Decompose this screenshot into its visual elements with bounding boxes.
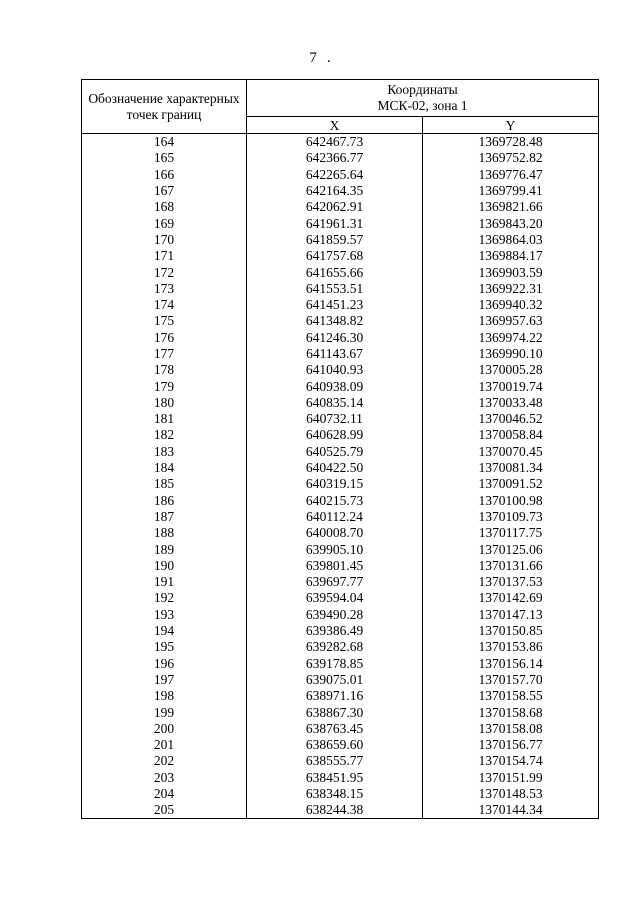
- table-row: [82, 770, 599, 786]
- point-cell: 183: [82, 444, 247, 460]
- x-cell: 640835.14: [247, 395, 423, 411]
- x-cell: 641143.67: [247, 346, 423, 362]
- point-cell: 188: [82, 525, 247, 541]
- x-cell: 640112.24: [247, 509, 423, 525]
- table-row: [82, 460, 599, 476]
- table-row: [82, 264, 599, 280]
- x-cell: 640938.09: [247, 378, 423, 394]
- point-cell: 189: [82, 541, 247, 557]
- table-row: [82, 297, 599, 313]
- y-cell: 1370137.53: [423, 574, 599, 590]
- table-row: [82, 590, 599, 606]
- y-cell: 1369843.20: [423, 215, 599, 231]
- table-row: [82, 688, 599, 704]
- y-cell: 1369821.66: [423, 199, 599, 215]
- point-cell: 191: [82, 574, 247, 590]
- point-cell: 169: [82, 215, 247, 231]
- y-cell: 1369974.22: [423, 330, 599, 346]
- point-cell: 200: [82, 721, 247, 737]
- table-row: [82, 639, 599, 655]
- table-row: [82, 444, 599, 460]
- x-cell: 642265.64: [247, 167, 423, 183]
- y-cell: 1369728.48: [423, 134, 599, 151]
- table-row: [82, 509, 599, 525]
- x-cell: 641859.57: [247, 232, 423, 248]
- y-cell: 1369903.59: [423, 264, 599, 280]
- point-cell: 165: [82, 150, 247, 166]
- y-cell: 1370117.75: [423, 525, 599, 541]
- x-cell: 641961.31: [247, 215, 423, 231]
- x-cell: 639178.85: [247, 656, 423, 672]
- x-cell: 642062.91: [247, 199, 423, 215]
- table-row: [82, 802, 599, 819]
- coordinates-table: [81, 79, 599, 819]
- point-cell: 178: [82, 362, 247, 378]
- page-number-mark: .: [326, 50, 331, 66]
- point-cell: 172: [82, 264, 247, 280]
- point-cell: 194: [82, 623, 247, 639]
- y-cell: 1370156.77: [423, 737, 599, 753]
- x-cell: 640008.70: [247, 525, 423, 541]
- page-number: [0, 50, 640, 67]
- point-cell: 187: [82, 509, 247, 525]
- point-cell: 167: [82, 183, 247, 199]
- point-cell: 204: [82, 786, 247, 802]
- y-cell: 1369922.31: [423, 281, 599, 297]
- point-designation-header: Обозначение характерных точек границ: [82, 80, 247, 134]
- y-cell: 1369990.10: [423, 346, 599, 362]
- point-cell: 175: [82, 313, 247, 329]
- x-cell: 639282.68: [247, 639, 423, 655]
- point-cell: 197: [82, 672, 247, 688]
- x-cell: 638555.77: [247, 753, 423, 769]
- table-row: [82, 753, 599, 769]
- point-cell: 195: [82, 639, 247, 655]
- x-cell: 641655.66: [247, 264, 423, 280]
- table-row: [82, 215, 599, 231]
- x-cell: 640215.73: [247, 493, 423, 509]
- table-row: [82, 362, 599, 378]
- point-cell: 166: [82, 167, 247, 183]
- x-cell: 639905.10: [247, 541, 423, 557]
- x-cell: 639801.45: [247, 558, 423, 574]
- y-cell: 1369940.32: [423, 297, 599, 313]
- y-cell: 1370100.98: [423, 493, 599, 509]
- x-cell: 638348.15: [247, 786, 423, 802]
- table-row: [82, 656, 599, 672]
- point-cell: 174: [82, 297, 247, 313]
- x-cell: 641757.68: [247, 248, 423, 264]
- x-cell: 640732.11: [247, 411, 423, 427]
- table-row: [82, 541, 599, 557]
- table-row: [82, 313, 599, 329]
- table-header: [82, 80, 599, 134]
- coordinates-title: Координаты: [387, 82, 458, 97]
- y-cell: 1369957.63: [423, 313, 599, 329]
- x-cell: 638659.60: [247, 737, 423, 753]
- table-row: [82, 395, 599, 411]
- x-cell: 641246.30: [247, 330, 423, 346]
- point-cell: 179: [82, 378, 247, 394]
- point-cell: 190: [82, 558, 247, 574]
- table-row: [82, 607, 599, 623]
- x-cell: 638763.45: [247, 721, 423, 737]
- x-cell: 642164.35: [247, 183, 423, 199]
- table-row: [82, 281, 599, 297]
- table-row: [82, 737, 599, 753]
- x-cell: 641040.93: [247, 362, 423, 378]
- table-row: [82, 721, 599, 737]
- table-row: [82, 232, 599, 248]
- x-cell: 638867.30: [247, 704, 423, 720]
- y-cell: 1369864.03: [423, 232, 599, 248]
- point-cell: 203: [82, 770, 247, 786]
- y-cell: 1369776.47: [423, 167, 599, 183]
- y-cell: 1370005.28: [423, 362, 599, 378]
- coordinates-header: [247, 80, 599, 117]
- table-row: [82, 623, 599, 639]
- y-cell: 1370156.14: [423, 656, 599, 672]
- point-cell: 177: [82, 346, 247, 362]
- x-cell: 640319.15: [247, 476, 423, 492]
- table-row: [82, 558, 599, 574]
- point-cell: 198: [82, 688, 247, 704]
- table-row: [82, 248, 599, 264]
- point-cell: 170: [82, 232, 247, 248]
- point-cell: 176: [82, 330, 247, 346]
- table-row: [82, 672, 599, 688]
- y-cell: 1370147.13: [423, 607, 599, 623]
- x-column-header: X: [247, 117, 423, 134]
- y-cell: 1369799.41: [423, 183, 599, 199]
- point-cell: 186: [82, 493, 247, 509]
- y-cell: 1370157.70: [423, 672, 599, 688]
- table-row: [82, 346, 599, 362]
- point-cell: 192: [82, 590, 247, 606]
- x-cell: 639594.04: [247, 590, 423, 606]
- table-row: [82, 150, 599, 166]
- y-cell: 1369752.82: [423, 150, 599, 166]
- point-cell: 201: [82, 737, 247, 753]
- table-row: [82, 574, 599, 590]
- x-cell: 638451.95: [247, 770, 423, 786]
- table-row: [82, 525, 599, 541]
- x-cell: 639697.77: [247, 574, 423, 590]
- point-cell: 205: [82, 802, 247, 819]
- y-cell: 1370158.08: [423, 721, 599, 737]
- point-cell: 181: [82, 411, 247, 427]
- x-cell: 642366.77: [247, 150, 423, 166]
- x-cell: 638244.38: [247, 802, 423, 819]
- y-cell: 1370142.69: [423, 590, 599, 606]
- point-cell: 171: [82, 248, 247, 264]
- y-cell: 1370109.73: [423, 509, 599, 525]
- y-cell: 1370058.84: [423, 427, 599, 443]
- point-cell: 185: [82, 476, 247, 492]
- x-cell: 638971.16: [247, 688, 423, 704]
- table-row: [82, 167, 599, 183]
- x-cell: 639490.28: [247, 607, 423, 623]
- y-cell: 1370148.53: [423, 786, 599, 802]
- y-cell: 1370131.66: [423, 558, 599, 574]
- x-cell: 640525.79: [247, 444, 423, 460]
- table-row: [82, 427, 599, 443]
- y-cell: 1370033.48: [423, 395, 599, 411]
- point-cell: 164: [82, 134, 247, 151]
- x-cell: 639075.01: [247, 672, 423, 688]
- y-cell: 1370125.06: [423, 541, 599, 557]
- y-cell: 1370150.85: [423, 623, 599, 639]
- point-cell: 184: [82, 460, 247, 476]
- x-cell: 639386.49: [247, 623, 423, 639]
- x-cell: 642467.73: [247, 134, 423, 151]
- point-cell: 199: [82, 704, 247, 720]
- table-row: [82, 134, 599, 151]
- table-row: [82, 476, 599, 492]
- y-cell: 1370144.34: [423, 802, 599, 819]
- point-cell: 173: [82, 281, 247, 297]
- point-cell: 196: [82, 656, 247, 672]
- y-cell: 1370158.55: [423, 688, 599, 704]
- x-cell: 640628.99: [247, 427, 423, 443]
- point-cell: 168: [82, 199, 247, 215]
- table-body: [82, 134, 599, 819]
- page-number-value: 7: [309, 50, 317, 66]
- point-cell: 193: [82, 607, 247, 623]
- table-row: [82, 183, 599, 199]
- table-row: [82, 493, 599, 509]
- y-cell: 1370154.74: [423, 753, 599, 769]
- coordinate-system: МСК-02, зона 1: [377, 98, 468, 113]
- y-cell: 1370153.86: [423, 639, 599, 655]
- y-cell: 1370046.52: [423, 411, 599, 427]
- y-column-header: Y: [423, 117, 599, 134]
- point-cell: 182: [82, 427, 247, 443]
- y-cell: 1370158.68: [423, 704, 599, 720]
- y-cell: 1370151.99: [423, 770, 599, 786]
- y-cell: 1370019.74: [423, 378, 599, 394]
- table-row: [82, 330, 599, 346]
- table-row: [82, 199, 599, 215]
- point-cell: 180: [82, 395, 247, 411]
- table-row: [82, 378, 599, 394]
- x-cell: 641348.82: [247, 313, 423, 329]
- y-cell: 1369884.17: [423, 248, 599, 264]
- y-cell: 1370081.34: [423, 460, 599, 476]
- y-cell: 1370070.45: [423, 444, 599, 460]
- table-row: [82, 411, 599, 427]
- x-cell: 640422.50: [247, 460, 423, 476]
- table-row: [82, 786, 599, 802]
- point-cell: 202: [82, 753, 247, 769]
- x-cell: 641451.23: [247, 297, 423, 313]
- y-cell: 1370091.52: [423, 476, 599, 492]
- x-cell: 641553.51: [247, 281, 423, 297]
- table-row: [82, 704, 599, 720]
